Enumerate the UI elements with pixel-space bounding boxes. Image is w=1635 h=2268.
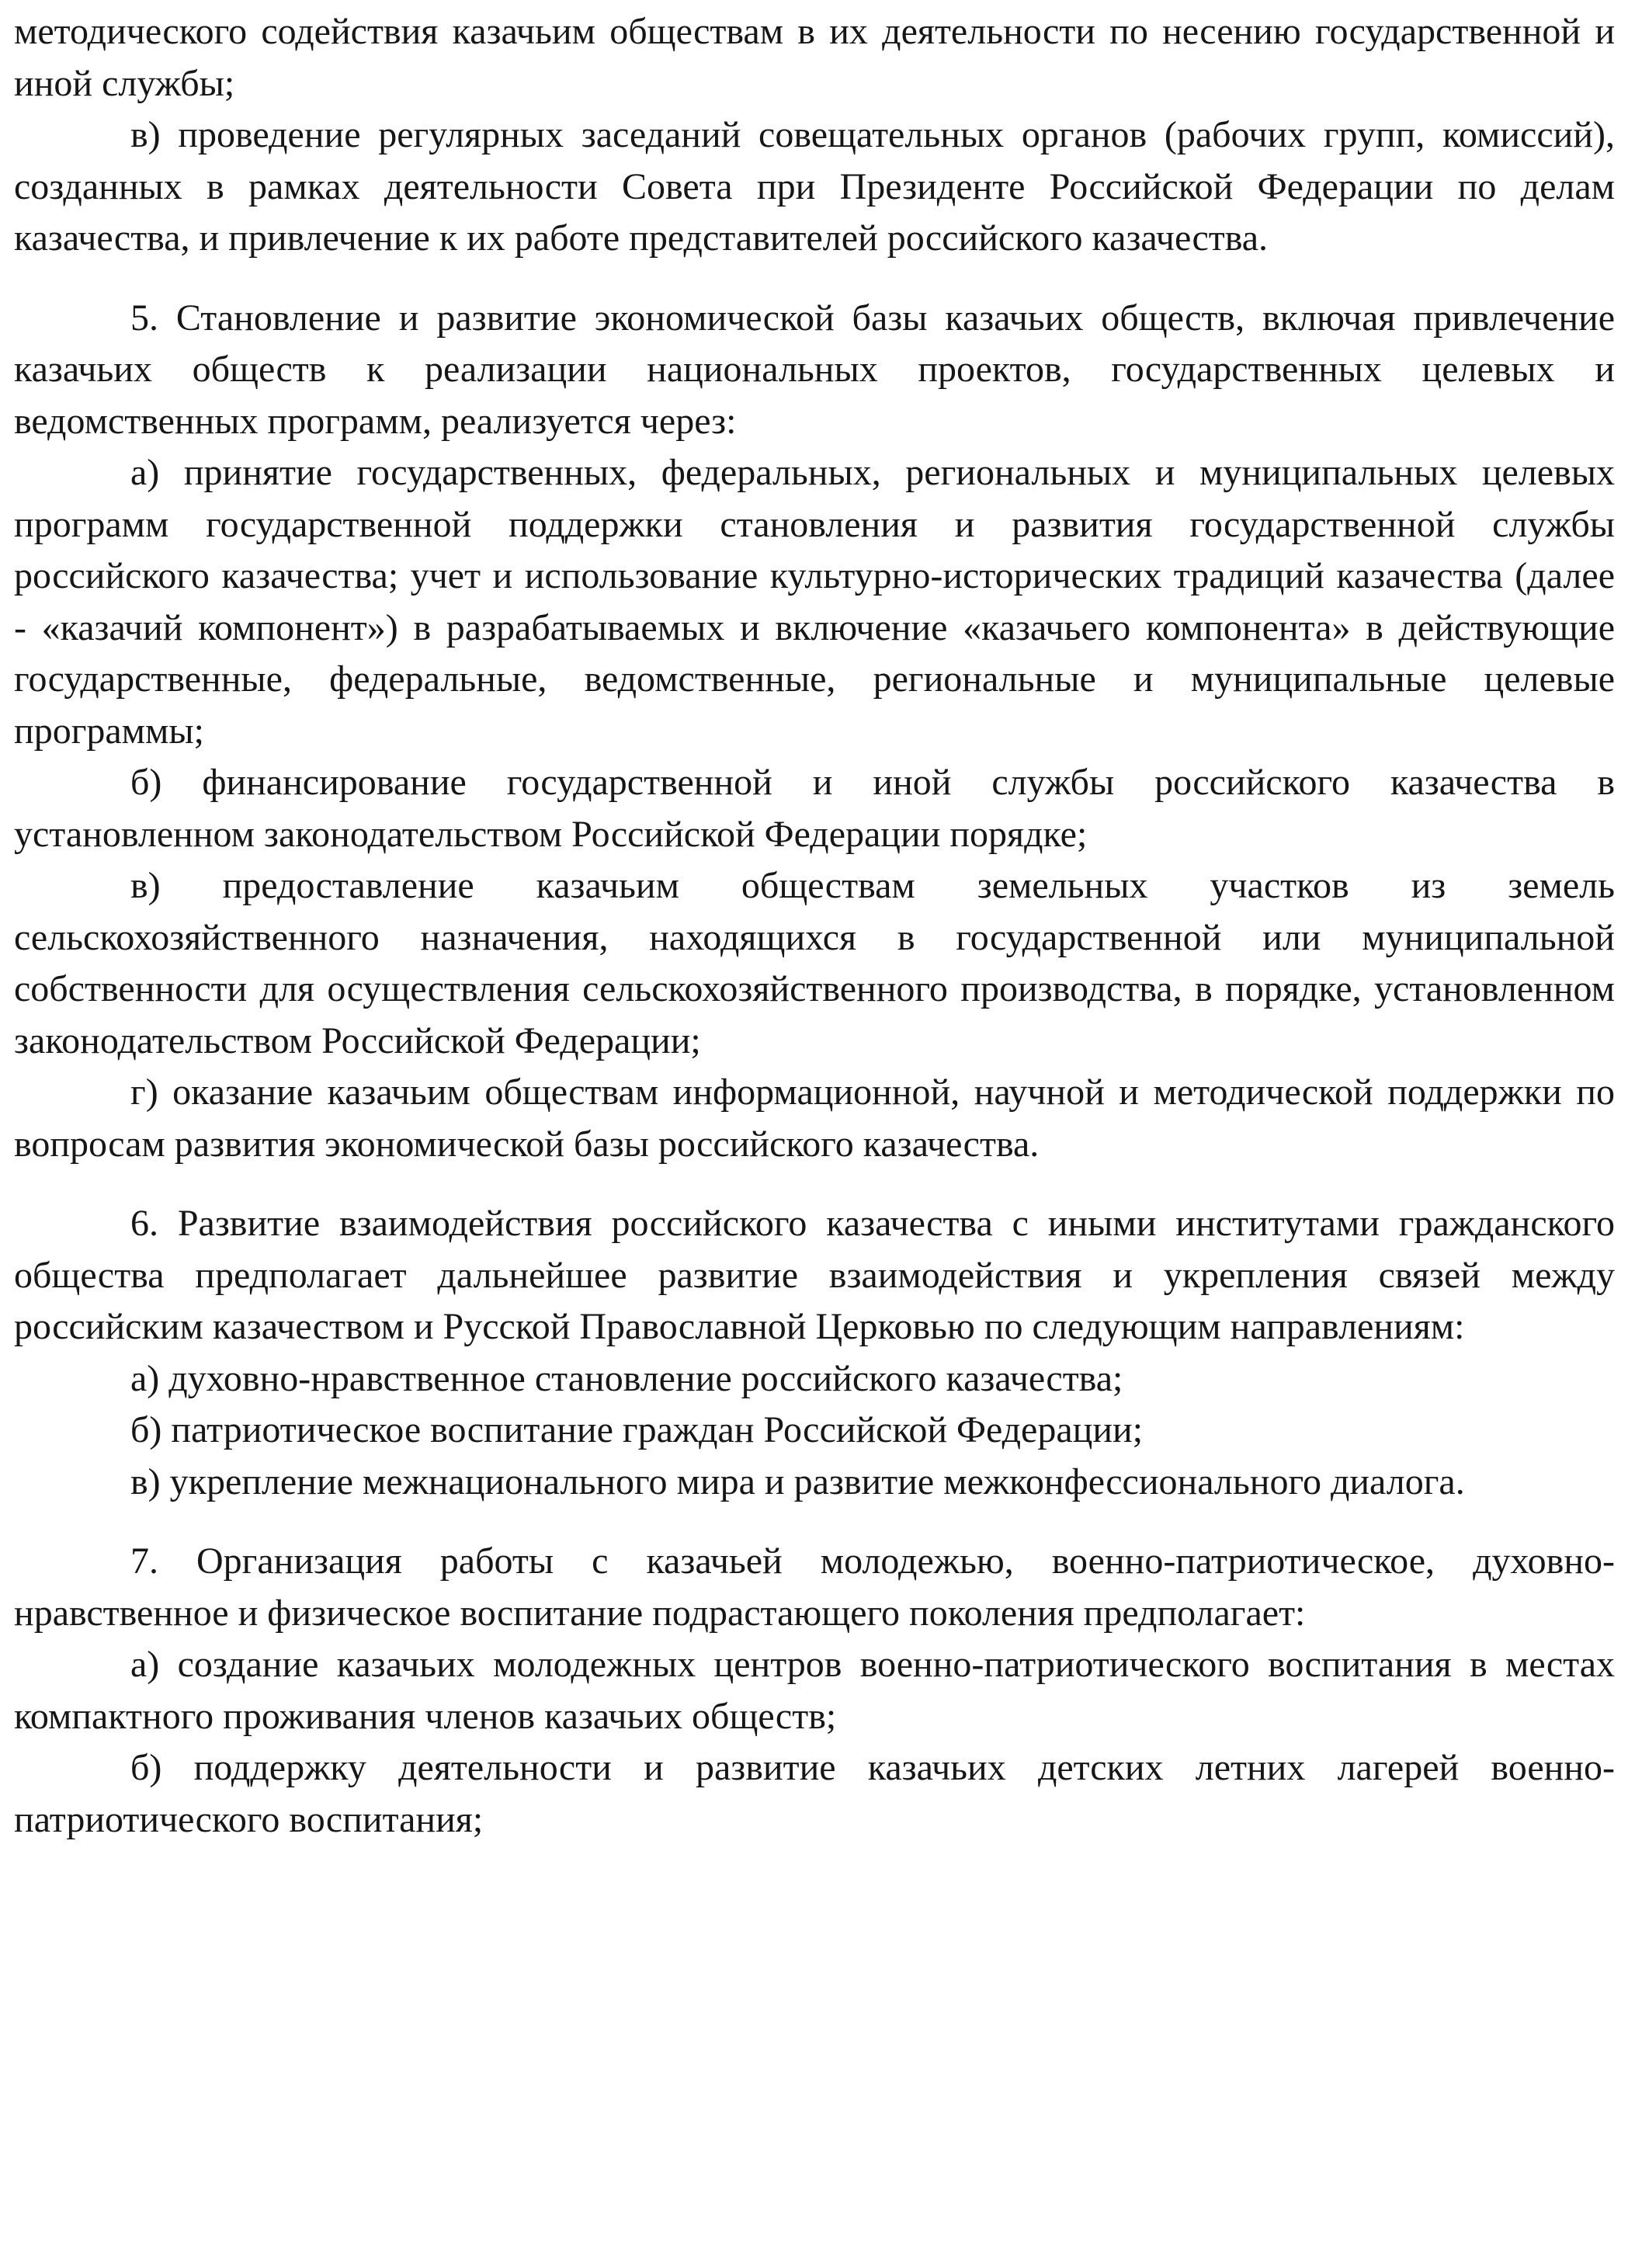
section7-item-a: а) создание казачьих молодежных центров военно-патриотического воспитания в местах компактного проживания членов казачьих обществ;	[14, 1644, 1615, 1737]
section5-item-g: г) оказание казачьим обществам информационной, научной и методической поддержки по вопросам развития экономической базы российского казачества.	[14, 1071, 1615, 1165]
section4-item-v: в) проведение регулярных заседаний совещательных органов (рабочих групп, комиссий), созданных в рамках деятельности Совета при Президенте Российской Федерации по делам казачества, и привлечение к их работе представителей российского казачества.	[14, 114, 1615, 259]
section6-intro: 6. Развитие взаимодействия российского казачества с иными институтами гражданского общества предполагает дальнейшее развитие взаимодействия и укрепления связей между российским казачеством и Русской Православной Церковью по следующим направлениям:	[14, 1203, 1615, 1347]
section5-item-b: б) финансирование государственной и иной службы российского казачества в установленном законодательством Российской Федерации порядке;	[14, 762, 1615, 855]
section7-intro: 7. Организация работы с казачьей молодежью, военно-патриотическое, духовно-нравственное и физическое воспитание подрастающего поколения предполагает:	[14, 1540, 1615, 1634]
continuation-text: методического содействия казачьим обществам в их деятельности по несению государственной и иной службы;	[14, 11, 1615, 104]
section5-intro: 5. Становление и развитие экономической базы казачьих обществ, включая привлечение казачьих обществ к реализации национальных проектов, государственных целевых и ведомственных программ, реализуется через:	[14, 297, 1615, 442]
section6-item-a: а) духовно-нравственное становление российского казачества;	[130, 1357, 1123, 1399]
section6-item-v: в) укрепление межнационального мира и развитие межконфессионального диалога.	[130, 1460, 1465, 1502]
section5-item-v: в) предоставление казачьим обществам земельных участков из земель сельскохозяйственного назначения, находящихся в государственной или муниципальной собственности для осуществления сельскохозяйственного производства, в порядке, установленном законодательством Российской Федерации;	[14, 865, 1615, 1061]
section7-item-b: б) поддержку деятельности и развитие казачьих детских летних лагерей военно-патриотического воспитания;	[14, 1747, 1615, 1840]
document-body	[14, 6, 1615, 1846]
section6-item-b: б) патриотическое воспитание граждан Российской Федерации;	[130, 1409, 1144, 1450]
section5-item-a: а) принятие государственных, федеральных, региональных и муниципальных целевых программ государственной поддержки становления и развития государственной службы российского казачества; учет и использование культурно-исторических традиций казачества (далее - «казачий компонент») в разрабатываемых и включение «казачьего компонента» в действующие государственные, федеральные, ведомственные, региональные и муниципальные целевые программы;	[14, 452, 1615, 752]
